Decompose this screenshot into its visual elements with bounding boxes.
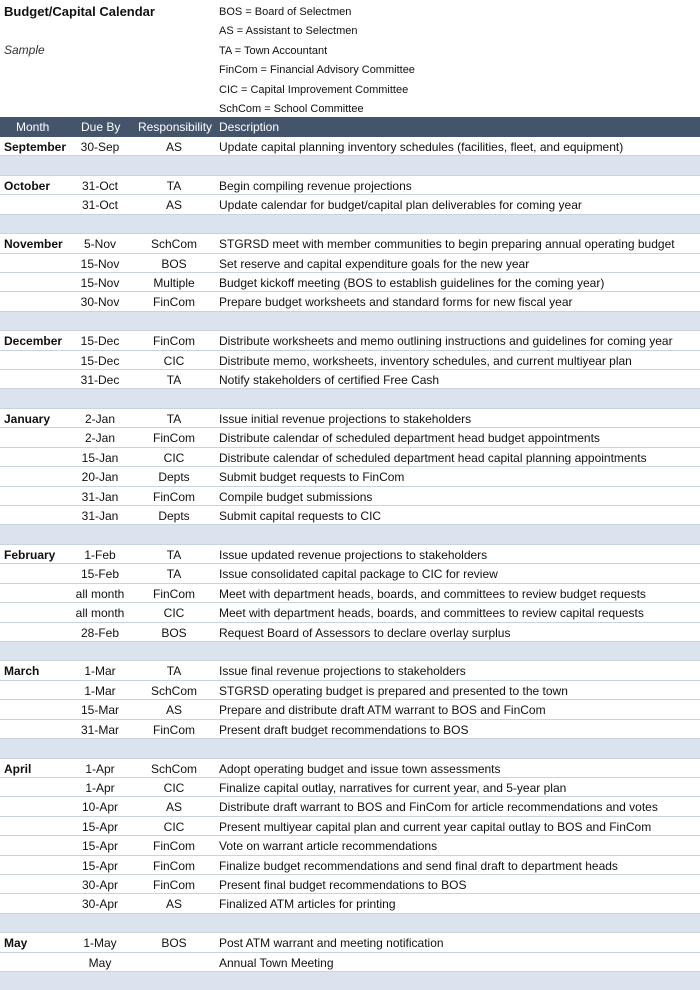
- table-row: [0, 331, 700, 350]
- due-by-cell: 1-Apr: [85, 761, 115, 776]
- table-row: [0, 370, 700, 389]
- responsibility-cell: TA: [166, 664, 182, 679]
- description-cell: Adopt operating budget and issue town assessments: [219, 761, 501, 776]
- table-row: [0, 292, 700, 311]
- responsibility-cell: FinCom: [152, 334, 195, 349]
- legend-entry: CIC = Capital Improvement Committee: [219, 83, 409, 96]
- description-cell: Meet with department heads, boards, and committees to review capital requests: [219, 606, 644, 621]
- sample-label: Sample: [4, 43, 45, 57]
- responsibility-cell: CIC: [163, 606, 185, 621]
- spacer-row: [0, 914, 700, 933]
- table-row: [0, 700, 700, 719]
- responsibility-cell: FinCom: [152, 722, 195, 737]
- table-row: [0, 603, 700, 622]
- month-cell: March: [4, 664, 40, 679]
- table-row: [0, 254, 700, 273]
- table-row: [0, 894, 700, 913]
- legend-entry: AS = Assistant to Selectmen: [219, 25, 358, 38]
- legend-entry: SchCom = School Committee: [219, 102, 364, 115]
- table-row: [0, 933, 700, 952]
- description-cell: Distribute memo, worksheets, inventory schedules, and current multiyear plan: [219, 353, 632, 368]
- description-cell: Issue final revenue projections to stakeholders: [219, 664, 466, 679]
- description-cell: Prepare and distribute draft ATM warrant to BOS and FinCom: [219, 703, 546, 718]
- spacer-row: [0, 215, 700, 234]
- description-cell: Finalized ATM articles for printing: [219, 897, 396, 912]
- table-row: [0, 720, 700, 739]
- table-row: [0, 428, 700, 447]
- description-cell: Update calendar for budget/capital plan deliverables for coming year: [219, 198, 582, 213]
- due-by-cell: 15-Dec: [80, 334, 120, 349]
- due-by-cell: 15-Nov: [80, 256, 120, 271]
- responsibility-cell: Depts: [158, 470, 190, 485]
- due-by-cell: 31-Jan: [81, 509, 119, 524]
- responsibility-cell: TA: [166, 178, 182, 193]
- description-cell: Set reserve and capital expenditure goals for the new year: [219, 256, 530, 271]
- due-by-cell: 28-Feb: [80, 625, 120, 640]
- description-cell: Finalize budget recommendations and send final draft to department heads: [219, 858, 618, 873]
- legend-entry: TA = Town Accountant: [219, 44, 328, 57]
- spacer-row: [0, 739, 700, 758]
- responsibility-cell: FinCom: [152, 839, 195, 854]
- due-by-cell: 15-Dec: [80, 353, 120, 368]
- due-by-cell: all month: [75, 586, 125, 601]
- description-cell: Prepare budget worksheets and standard forms for new fiscal year: [219, 295, 573, 310]
- responsibility-cell: TA: [166, 411, 182, 426]
- due-by-cell: 31-Oct: [81, 178, 118, 193]
- description-cell: Distribute draft warrant to BOS and FinCom for article recommendations and votes: [219, 800, 658, 815]
- due-by-cell: 15-Nov: [80, 275, 120, 290]
- description-cell: Begin compiling revenue projections: [219, 178, 412, 193]
- month-cell: February: [4, 547, 56, 562]
- table-row: [0, 875, 700, 894]
- table-row: [0, 797, 700, 816]
- table-row: [0, 778, 700, 797]
- due-by-cell: 31-Dec: [80, 373, 120, 388]
- due-by-cell: 30-Apr: [81, 878, 119, 893]
- table-row: [0, 234, 700, 253]
- description-cell: Submit budget requests to FinCom: [219, 470, 405, 485]
- due-by-cell: 1-May: [83, 936, 117, 951]
- calendar-table: [0, 137, 700, 990]
- table-row: [0, 953, 700, 972]
- due-by-cell: 31-Jan: [81, 489, 119, 504]
- spacer-row: [0, 642, 700, 661]
- spacer-row: [0, 156, 700, 175]
- due-by-cell: 31-Oct: [81, 198, 118, 213]
- description-cell: Issue updated revenue projections to stakeholders: [219, 547, 488, 562]
- responsibility-cell: SchCom: [150, 683, 197, 698]
- table-row: [0, 467, 700, 486]
- table-row: [0, 856, 700, 875]
- table-row: [0, 195, 700, 214]
- description-cell: Present final budget recommendations to BOS: [219, 878, 467, 893]
- responsibility-cell: FinCom: [152, 586, 195, 601]
- description-cell: STGRSD meet with member communities to begin preparing annual operating budget: [219, 237, 675, 252]
- legend-entry: FinCom = Financial Advisory Committee: [219, 64, 415, 77]
- description-cell: Meet with department heads, boards, and committees to review budget requests: [219, 586, 646, 601]
- responsibility-cell: FinCom: [152, 858, 195, 873]
- table-row: [0, 759, 700, 778]
- table-row: [0, 409, 700, 428]
- month-cell: May: [4, 936, 28, 951]
- description-cell: Issue consolidated capital package to CIC for review: [219, 567, 498, 582]
- table-row: [0, 817, 700, 836]
- responsibility-cell: BOS: [161, 936, 187, 951]
- table-row: [0, 681, 700, 700]
- due-by-cell: May: [88, 955, 112, 970]
- month-cell: April: [4, 761, 32, 776]
- column-header-responsibility: Responsibility: [138, 120, 213, 134]
- month-cell: January: [4, 411, 51, 426]
- description-cell: Post ATM warrant and meeting notification: [219, 936, 444, 951]
- responsibility-cell: Depts: [158, 509, 190, 524]
- due-by-cell: 20-Jan: [81, 470, 119, 485]
- responsibility-cell: AS: [165, 800, 182, 815]
- description-cell: Present draft budget recommendations to BOS: [219, 722, 469, 737]
- table-row: [0, 836, 700, 855]
- responsibility-cell: AS: [165, 140, 182, 154]
- responsibility-cell: FinCom: [152, 489, 195, 504]
- responsibility-cell: CIC: [163, 819, 185, 834]
- spacer-row: [0, 525, 700, 544]
- due-by-cell: 15-Apr: [81, 858, 119, 873]
- spacer-row: [0, 972, 700, 990]
- responsibility-cell: SchCom: [150, 237, 197, 252]
- description-cell: Distribute calendar of scheduled department head budget appointments: [219, 431, 600, 446]
- due-by-cell: 10-Apr: [81, 800, 119, 815]
- month-cell: December: [4, 334, 63, 349]
- responsibility-cell: FinCom: [152, 431, 195, 446]
- responsibility-cell: BOS: [161, 256, 187, 271]
- responsibility-cell: SchCom: [150, 761, 197, 776]
- description-cell: Annual Town Meeting: [219, 955, 334, 970]
- responsibility-cell: CIC: [163, 450, 185, 465]
- description-cell: Request Board of Assessors to declare overlay surplus: [219, 625, 511, 640]
- due-by-cell: 1-Mar: [84, 683, 116, 698]
- table-row: [0, 564, 700, 583]
- description-cell: Update capital planning inventory schedules (facilities, fleet, and equipment): [219, 140, 624, 154]
- month-cell: November: [4, 237, 63, 252]
- description-cell: Vote on warrant article recommendations: [219, 839, 438, 854]
- spacer-row: [0, 389, 700, 408]
- due-by-cell: all month: [75, 606, 125, 621]
- responsibility-cell: TA: [166, 373, 182, 388]
- due-by-cell: 15-Feb: [80, 567, 120, 582]
- due-by-cell: 15-Mar: [80, 703, 119, 718]
- due-by-cell: 15-Apr: [81, 839, 119, 854]
- responsibility-cell: Multiple: [153, 275, 195, 290]
- table-row: [0, 137, 700, 156]
- description-cell: Compile budget submissions: [219, 489, 373, 504]
- table-row: [0, 176, 700, 195]
- page-title: Budget/Capital Calendar: [4, 4, 155, 19]
- description-cell: STGRSD operating budget is prepared and presented to the town: [219, 683, 568, 698]
- description-cell: Submit capital requests to CIC: [219, 509, 382, 524]
- responsibility-cell: FinCom: [152, 295, 195, 310]
- description-cell: Distribute calendar of scheduled department head capital planning appointments: [219, 450, 647, 465]
- due-by-cell: 5-Nov: [83, 237, 116, 252]
- table-row: [0, 273, 700, 292]
- table-row: [0, 506, 700, 525]
- due-by-cell: 15-Jan: [81, 450, 119, 465]
- table-row: [0, 661, 700, 680]
- month-cell: September: [4, 140, 67, 154]
- abbreviation-legend: [219, 4, 415, 120]
- table-row: [0, 448, 700, 467]
- table-header: [0, 117, 700, 137]
- responsibility-cell: TA: [166, 547, 182, 562]
- due-by-cell: 30-Apr: [81, 897, 119, 912]
- column-header-description: Description: [219, 120, 280, 134]
- responsibility-cell: AS: [165, 703, 182, 718]
- due-by-cell: 2-Jan: [84, 431, 116, 446]
- description-cell: Notify stakeholders of certified Free Cash: [219, 373, 440, 388]
- due-by-cell: 1-Apr: [85, 780, 115, 795]
- due-by-cell: 1-Feb: [84, 547, 116, 562]
- due-by-cell: 1-Mar: [84, 664, 116, 679]
- description-cell: Finalize capital outlay, narratives for current year, and 5-year plan: [219, 780, 567, 795]
- due-by-cell: 30-Nov: [80, 295, 120, 310]
- column-header-month: Month: [16, 120, 50, 134]
- due-by-cell: 30-Sep: [80, 140, 120, 154]
- table-row: [0, 545, 700, 564]
- responsibility-cell: FinCom: [152, 878, 195, 893]
- responsibility-cell: BOS: [161, 625, 187, 640]
- responsibility-cell: TA: [166, 567, 182, 582]
- table-row: [0, 487, 700, 506]
- spacer-row: [0, 312, 700, 331]
- table-row: [0, 623, 700, 642]
- responsibility-cell: AS: [165, 198, 182, 213]
- legend-entry: BOS = Board of Selectmen: [219, 6, 352, 18]
- description-cell: Distribute worksheets and memo outlining instructions and guidelines for coming year: [219, 334, 673, 349]
- due-by-cell: 15-Apr: [81, 819, 119, 834]
- responsibility-cell: CIC: [163, 780, 185, 795]
- table-row: [0, 584, 700, 603]
- due-by-cell: 31-Mar: [80, 722, 119, 737]
- column-header-due-by: Due By: [81, 120, 121, 134]
- responsibility-cell: CIC: [163, 353, 185, 368]
- due-by-cell: 2-Jan: [84, 411, 116, 426]
- description-cell: Present multiyear capital plan and current year capital outlay to BOS and FinCom: [219, 819, 652, 834]
- responsibility-cell: AS: [165, 897, 182, 912]
- table-row: [0, 351, 700, 370]
- month-cell: October: [4, 178, 51, 193]
- description-cell: Issue initial revenue projections to stakeholders: [219, 411, 472, 426]
- description-cell: Budget kickoff meeting (BOS to establish guidelines for the coming year): [219, 275, 605, 290]
